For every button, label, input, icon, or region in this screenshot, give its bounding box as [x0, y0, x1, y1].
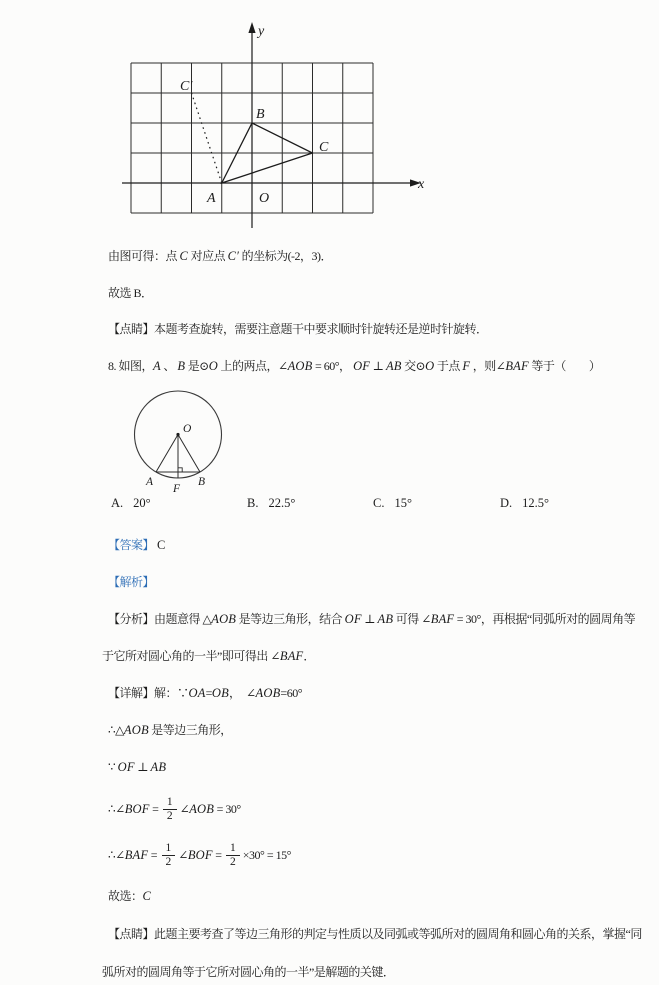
detail-line-4 [108, 792, 651, 826]
text-run: 等于（ ） [528, 358, 601, 373]
math-run: O [425, 358, 435, 373]
math-run: AOB [189, 802, 215, 816]
text-run: ． [303, 649, 315, 663]
analysis-header-tag: 【解析】 [108, 575, 155, 589]
math-run: C [179, 249, 189, 263]
text-run: 对应点 [188, 249, 228, 263]
option-b-label: B. [247, 496, 259, 510]
option-a [111, 496, 151, 511]
math-run: BOF [124, 802, 150, 816]
center-o-dot [176, 433, 179, 436]
answer-value: C [157, 538, 166, 552]
text-run: = 30° [214, 802, 241, 816]
option-b [247, 496, 295, 511]
text-run: ， ∠ [228, 686, 256, 700]
y-axis-arrow [248, 22, 255, 33]
comment-line-q8-2 [102, 959, 651, 985]
circle-f-label: F [173, 483, 181, 495]
text-run: ⊥ [361, 612, 378, 626]
answer-tag: 【答案】 [108, 538, 155, 552]
text-run: ∠ [178, 848, 188, 862]
text-run: = [148, 848, 160, 862]
text-run: ∴△ [108, 723, 124, 737]
detail-line-5 [108, 838, 651, 872]
text-run: ∠ [179, 802, 190, 816]
circle-a-label: A [146, 476, 154, 488]
text-run: ∴∠ [108, 848, 125, 862]
analysis-header-line [108, 570, 651, 595]
text-run: 弧所对的圆周角等于它所对圆心角的一半”是解题的关键． [102, 965, 395, 979]
fraction: $\frac{1}{2}$ [162, 842, 176, 869]
text-run: = [149, 802, 161, 816]
dashed-line-a-cprime [192, 93, 222, 183]
math-run: BAF [505, 358, 529, 373]
option-c-value: 15° [394, 496, 412, 510]
point-a-label: A [207, 191, 216, 206]
math-run: OA [188, 686, 206, 700]
math-run: AOB [211, 612, 237, 626]
math-run: OB [211, 686, 229, 700]
text-run: 于它所对圆心角的一半”即可得出 ∠ [102, 649, 280, 663]
text-run: ，则∠ [470, 358, 506, 373]
question-8-stem [108, 354, 651, 379]
math-run: C [142, 889, 152, 903]
grid-figure-svg [122, 18, 434, 232]
text-run: 8. 如图， [108, 358, 154, 373]
math-run: BAF [279, 649, 304, 663]
option-c [373, 496, 412, 511]
analysis-line-2 [102, 644, 651, 669]
option-c-label: C. [373, 496, 385, 510]
segment-ob [178, 435, 200, 473]
text-run: 【点睛】此题主要考查了等边三角形的判定与性质以及同弧或等弧所对的圆周角和圆心角的关系，掌握“同 [108, 927, 642, 941]
math-run: BAF [430, 612, 455, 626]
text-run: = 60°， [312, 358, 354, 373]
text-run: 故选： [108, 889, 143, 903]
text-run: ×30° = 15° [242, 848, 291, 862]
text-run: ∴∠ [108, 802, 125, 816]
comment-line-q7 [108, 317, 651, 342]
text-run: ⊥ [370, 358, 386, 373]
math-run: OF [353, 358, 371, 373]
point-cprime-label: C′ [180, 79, 193, 94]
y-axis-label: y [258, 24, 265, 39]
analysis-line-1 [108, 607, 651, 632]
detail-line-3 [108, 755, 651, 780]
text-run: 是⊙ [185, 358, 209, 373]
circle-b-label: B [198, 476, 206, 488]
grid-figure [122, 18, 651, 232]
point-o-label: O [259, 191, 270, 206]
circle-figure [130, 390, 651, 496]
answer-choice-line-q8 [108, 884, 651, 909]
text-run: = 30°，再根据“同弧所对的圆周角等 [454, 612, 636, 626]
text-run: 的坐标为(-2，3)． [239, 249, 333, 263]
math-run: AB [385, 358, 402, 373]
math-run: BAF [124, 848, 149, 862]
text-run: 【点睛】本题考查旋转，需要注意题干中要求顺时针旋转还是逆时针旋转． [108, 322, 488, 336]
circle-o-label: O [183, 423, 192, 435]
text-run: 交⊙ [401, 358, 426, 373]
math-run: BOF [187, 848, 213, 862]
option-a-value: 20° [133, 496, 151, 510]
options-row [108, 496, 651, 521]
math-run: AOB [123, 723, 149, 737]
math-run: OF [117, 760, 135, 774]
segment-oa [156, 435, 178, 473]
text-run: 是等边三角形，结合 [236, 612, 345, 626]
text-run: 由图可得：点 [108, 249, 180, 263]
text-run: 、 [160, 358, 178, 373]
math-run: AOB [255, 686, 281, 700]
option-d-value: 12.5° [522, 496, 550, 510]
detail-line-2 [108, 718, 651, 743]
point-b-label: B [256, 107, 265, 122]
text-run: 上的两点，∠ [218, 358, 288, 373]
math-run: B [177, 358, 186, 373]
answer-choice-line-q7: 故选 B． [108, 285, 153, 300]
option-d [500, 496, 549, 511]
text-run: 是等边三角形， [148, 723, 232, 737]
text-run: = [212, 848, 224, 862]
math-run: OF [344, 612, 362, 626]
text-run: 可得 ∠ [393, 612, 431, 626]
text-run: =60° [280, 686, 302, 700]
math-run: AOB [287, 358, 313, 373]
text-run: 【分析】由题意得 △ [108, 612, 212, 626]
answer-line [108, 533, 651, 558]
option-b-value: 22.5° [268, 496, 296, 510]
conclusion-line [108, 244, 651, 269]
text-run: ∵ [108, 760, 118, 774]
math-run: F [462, 358, 471, 373]
option-d-label: D. [500, 496, 513, 510]
detail-line-1 [108, 681, 651, 706]
circle-figure-svg [130, 390, 242, 496]
fraction: $\frac{1}{2}$ [163, 796, 177, 823]
text-run: 于点 [434, 358, 463, 373]
option-a-label: A. [111, 496, 124, 510]
math-run: C′ [227, 249, 240, 263]
math-run: A [153, 358, 161, 373]
fraction: $\frac{1}{2}$ [226, 842, 240, 869]
math-run: AB [150, 760, 167, 774]
triangle-oab-lines [156, 435, 200, 479]
math-run: AB [377, 612, 394, 626]
comment-line-q8-1 [108, 921, 651, 947]
x-axis-label: x [418, 177, 425, 192]
right-angle-mark [178, 468, 182, 472]
text-run: ⊥ [134, 760, 151, 774]
point-c-label: C [319, 140, 329, 155]
text-run: 【详解】解：∵ [108, 686, 189, 700]
math-run: O [208, 358, 219, 373]
text-run: = [205, 686, 212, 700]
